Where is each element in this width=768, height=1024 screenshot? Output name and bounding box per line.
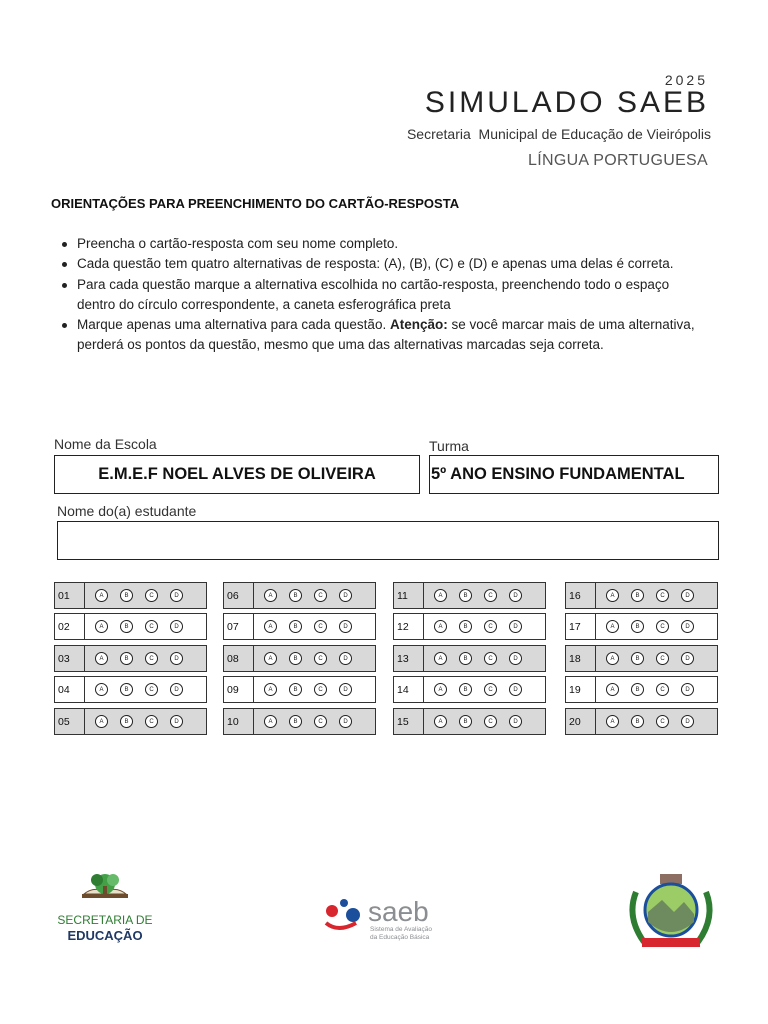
answer-bubble-c[interactable]: C bbox=[656, 715, 669, 728]
instruction-item: Cada questão tem quatro alternativas de resposta: (A), (B), (C) e (D) e apenas uma delas é correta. bbox=[60, 254, 710, 274]
answer-bubble-b[interactable]: B bbox=[289, 589, 302, 602]
answer-bubble-b[interactable]: B bbox=[289, 715, 302, 728]
answer-options bbox=[85, 715, 183, 728]
question-number: 18 bbox=[566, 646, 596, 671]
answer-row bbox=[223, 676, 376, 703]
municipal-coat-of-arms-icon bbox=[622, 872, 720, 954]
instruction-text: Marque apenas uma alternativa para cada questão. bbox=[77, 317, 390, 333]
answer-options bbox=[424, 652, 522, 665]
answer-options bbox=[424, 589, 522, 602]
instruction-item: Preencha o cartão-resposta com seu nome completo. bbox=[60, 234, 710, 254]
answer-bubble-b[interactable]: B bbox=[289, 620, 302, 633]
answer-bubble-d[interactable]: D bbox=[681, 589, 694, 602]
subject-label: LÍNGUA PORTUGUESA bbox=[528, 152, 708, 169]
answer-bubble-a[interactable]: A bbox=[606, 683, 619, 696]
answer-bubble-b[interactable]: B bbox=[459, 715, 472, 728]
answer-options bbox=[85, 683, 183, 696]
answer-bubble-a[interactable]: A bbox=[95, 652, 108, 665]
answer-bubble-b[interactable]: B bbox=[631, 683, 644, 696]
answer-bubble-c[interactable]: C bbox=[656, 589, 669, 602]
saeb-subtitle-2: da Educação Básica bbox=[370, 934, 430, 941]
answer-bubble-d[interactable]: D bbox=[170, 683, 183, 696]
answer-bubble-d[interactable]: D bbox=[509, 620, 522, 633]
answer-options bbox=[254, 620, 352, 633]
answer-bubble-c[interactable]: C bbox=[314, 589, 327, 602]
answer-options bbox=[85, 620, 183, 633]
answer-bubble-c[interactable]: C bbox=[484, 652, 497, 665]
answer-bubble-d[interactable]: D bbox=[170, 620, 183, 633]
answer-bubble-d[interactable]: D bbox=[681, 683, 694, 696]
answer-bubble-c[interactable]: C bbox=[656, 683, 669, 696]
question-number: 08 bbox=[224, 646, 254, 671]
answer-bubble-a[interactable]: A bbox=[264, 620, 277, 633]
answer-bubble-a[interactable]: A bbox=[95, 683, 108, 696]
answer-bubble-d[interactable]: D bbox=[681, 652, 694, 665]
answer-row bbox=[54, 582, 207, 609]
answer-bubble-c[interactable]: C bbox=[145, 620, 158, 633]
answer-bubble-c[interactable]: C bbox=[314, 683, 327, 696]
answer-bubble-d[interactable]: D bbox=[339, 683, 352, 696]
answer-bubble-a[interactable]: A bbox=[434, 715, 447, 728]
question-number: 06 bbox=[224, 583, 254, 608]
answer-bubble-b[interactable]: B bbox=[459, 683, 472, 696]
answer-bubble-b[interactable]: B bbox=[120, 715, 133, 728]
answer-row bbox=[393, 645, 546, 672]
answer-row bbox=[54, 676, 207, 703]
answer-bubble-a[interactable]: A bbox=[264, 589, 277, 602]
answer-bubble-b[interactable]: B bbox=[120, 683, 133, 696]
page-title: SIMULADO SAEB bbox=[424, 86, 709, 119]
answer-options bbox=[596, 683, 694, 696]
answer-bubble-a[interactable]: A bbox=[95, 715, 108, 728]
answer-row bbox=[393, 582, 546, 609]
question-number: 03 bbox=[55, 646, 85, 671]
answer-bubble-b[interactable]: B bbox=[289, 683, 302, 696]
class-label: Turma bbox=[429, 438, 469, 454]
answer-row bbox=[393, 613, 546, 640]
answer-bubble-d[interactable]: D bbox=[170, 652, 183, 665]
right-branch bbox=[698, 892, 710, 942]
question-number: 14 bbox=[394, 677, 424, 702]
question-number: 11 bbox=[394, 583, 424, 608]
answer-bubble-b[interactable]: B bbox=[631, 589, 644, 602]
answer-row bbox=[393, 676, 546, 703]
answer-bubble-c[interactable]: C bbox=[314, 620, 327, 633]
answer-bubble-c[interactable]: C bbox=[314, 652, 327, 665]
answer-bubble-a[interactable]: A bbox=[264, 652, 277, 665]
answer-options bbox=[254, 589, 352, 602]
answer-bubble-d[interactable]: D bbox=[509, 715, 522, 728]
answer-bubble-a[interactable]: A bbox=[95, 589, 108, 602]
answer-bubble-a[interactable]: A bbox=[606, 589, 619, 602]
answer-options bbox=[424, 620, 522, 633]
answer-bubble-c[interactable]: C bbox=[145, 715, 158, 728]
answer-bubble-b[interactable]: B bbox=[459, 620, 472, 633]
question-number: 04 bbox=[55, 677, 85, 702]
question-number: 05 bbox=[55, 709, 85, 734]
answer-bubble-b[interactable]: B bbox=[120, 589, 133, 602]
answer-bubble-b[interactable]: B bbox=[459, 589, 472, 602]
answer-options bbox=[254, 683, 352, 696]
answer-options bbox=[254, 715, 352, 728]
student-name-input[interactable] bbox=[57, 521, 719, 560]
secretaria-educacao-logo bbox=[50, 872, 160, 947]
question-number: 19 bbox=[566, 677, 596, 702]
answer-options bbox=[596, 715, 694, 728]
answer-bubble-d[interactable]: D bbox=[339, 589, 352, 602]
question-number: 02 bbox=[55, 614, 85, 639]
question-number: 09 bbox=[224, 677, 254, 702]
answer-options bbox=[596, 589, 694, 602]
answer-bubble-a[interactable]: A bbox=[434, 620, 447, 633]
answer-bubble-a[interactable]: A bbox=[264, 715, 277, 728]
answer-row bbox=[54, 708, 207, 735]
saeb-logo bbox=[320, 893, 450, 943]
answer-bubble-a[interactable]: A bbox=[434, 683, 447, 696]
instructions-list bbox=[60, 234, 710, 356]
answer-bubble-d[interactable]: D bbox=[681, 620, 694, 633]
answer-row bbox=[565, 582, 718, 609]
question-number: 12 bbox=[394, 614, 424, 639]
answer-bubble-d[interactable]: D bbox=[339, 652, 352, 665]
answer-bubble-a[interactable]: A bbox=[264, 683, 277, 696]
saeb-subtitle-1: Sistema de Avaliação bbox=[370, 926, 433, 933]
secretaria-logo-line1: SECRETARIA DE bbox=[57, 913, 153, 927]
answer-bubble-a[interactable]: A bbox=[434, 652, 447, 665]
answer-bubble-c[interactable]: C bbox=[484, 715, 497, 728]
answer-bubble-b[interactable]: B bbox=[289, 652, 302, 665]
answer-bubble-d[interactable]: D bbox=[509, 589, 522, 602]
school-field[interactable]: E.M.E.F NOEL ALVES DE OLIVEIRA bbox=[54, 455, 420, 494]
answer-bubble-c[interactable]: C bbox=[484, 620, 497, 633]
answer-options bbox=[85, 652, 183, 665]
answer-bubble-c[interactable]: C bbox=[145, 589, 158, 602]
answer-bubble-c[interactable]: C bbox=[484, 683, 497, 696]
instruction-item: Para cada questão marque a alternativa escolhida no cartão-resposta, preenchendo todo o espaço dentro do círculo correspondente, a caneta esferográfica preta bbox=[60, 275, 710, 316]
answer-options bbox=[596, 652, 694, 665]
answer-bubble-d[interactable]: D bbox=[170, 715, 183, 728]
answer-bubble-a[interactable]: A bbox=[434, 589, 447, 602]
secretaria-subtitle: Secretaria Municipal de Educação de Vieirópolis bbox=[406, 126, 711, 142]
answer-row bbox=[223, 582, 376, 609]
answer-bubble-d[interactable]: D bbox=[509, 652, 522, 665]
answer-row bbox=[54, 645, 207, 672]
answer-options bbox=[254, 652, 352, 665]
student-label: Nome do(a) estudante bbox=[57, 503, 197, 519]
answer-bubble-d[interactable]: D bbox=[681, 715, 694, 728]
answer-bubble-b[interactable]: B bbox=[120, 652, 133, 665]
instruction-text: se você marcar mais de uma alternativa, perderá os pontos da questão, mesmo que uma das alternativas marcadas seja correta. bbox=[77, 317, 695, 353]
answer-bubble-a[interactable]: A bbox=[606, 652, 619, 665]
ribbon bbox=[642, 938, 700, 947]
answer-options bbox=[85, 589, 183, 602]
answer-bubble-c[interactable]: C bbox=[656, 620, 669, 633]
question-number: 20 bbox=[566, 709, 596, 734]
answer-options bbox=[424, 715, 522, 728]
answer-bubble-d[interactable]: D bbox=[509, 683, 522, 696]
book-base bbox=[82, 894, 128, 898]
answer-row bbox=[565, 676, 718, 703]
question-number: 07 bbox=[224, 614, 254, 639]
answer-bubble-d[interactable]: D bbox=[339, 620, 352, 633]
left-branch bbox=[632, 892, 644, 942]
answer-bubble-b[interactable]: B bbox=[631, 620, 644, 633]
answer-bubble-b[interactable]: B bbox=[631, 652, 644, 665]
instruction-item-attention bbox=[60, 315, 710, 356]
answer-bubble-a[interactable]: A bbox=[95, 620, 108, 633]
answer-bubble-a[interactable]: A bbox=[606, 620, 619, 633]
answer-row bbox=[565, 708, 718, 735]
question-number: 16 bbox=[566, 583, 596, 608]
answer-options bbox=[424, 683, 522, 696]
question-number: 15 bbox=[394, 709, 424, 734]
answer-row bbox=[565, 613, 718, 640]
answer-bubble-c[interactable]: C bbox=[484, 589, 497, 602]
school-label: Nome da Escola bbox=[54, 436, 157, 452]
secretaria-logo-line2: EDUCAÇÃO bbox=[67, 928, 143, 943]
answer-bubble-b[interactable]: B bbox=[459, 652, 472, 665]
question-number: 13 bbox=[394, 646, 424, 671]
question-number: 17 bbox=[566, 614, 596, 639]
answer-bubble-d[interactable]: D bbox=[339, 715, 352, 728]
saeb-mark-icon bbox=[326, 905, 338, 917]
answer-bubble-b[interactable]: B bbox=[120, 620, 133, 633]
answer-bubble-c[interactable]: C bbox=[656, 652, 669, 665]
answer-options bbox=[596, 620, 694, 633]
answer-bubble-a[interactable]: A bbox=[606, 715, 619, 728]
answer-bubble-b[interactable]: B bbox=[631, 715, 644, 728]
answer-row bbox=[223, 613, 376, 640]
answer-bubble-c[interactable]: C bbox=[145, 652, 158, 665]
answer-row bbox=[223, 645, 376, 672]
answer-row bbox=[223, 708, 376, 735]
answer-row bbox=[54, 613, 207, 640]
class-field[interactable]: 5º ANO ENSINO FUNDAMENTAL bbox=[429, 455, 719, 494]
question-number: 01 bbox=[55, 583, 85, 608]
saeb-wordmark: saeb bbox=[368, 896, 429, 927]
answer-bubble-c[interactable]: C bbox=[314, 715, 327, 728]
year-label: 2025 bbox=[664, 72, 708, 88]
answer-row bbox=[393, 708, 546, 735]
answer-row bbox=[565, 645, 718, 672]
answer-bubble-d[interactable]: D bbox=[170, 589, 183, 602]
instructions-heading: ORIENTAÇÕES PARA PREENCHIMENTO DO CARTÃO-RESPOSTA bbox=[51, 196, 460, 211]
answer-bubble-c[interactable]: C bbox=[145, 683, 158, 696]
attention-label: Atenção: bbox=[389, 317, 448, 333]
question-number: 10 bbox=[224, 709, 254, 734]
